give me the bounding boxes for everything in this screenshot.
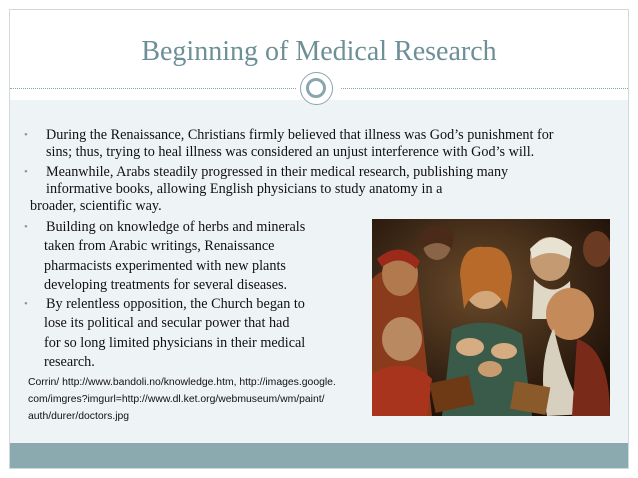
slide-title: Beginning of Medical Research [141,36,497,67]
durer-painting-image [372,219,610,416]
bullet-4-line-1: By relentless opposition, the Church began to [46,296,305,313]
bullet-1-line-1: During the Renaissance, Christians firmly believed that illness was God’s punishment for [46,127,554,143]
credit-line-2: com/imgres?imgurl=http://www.dl.ket.org/webmuseum/wm/paint/ [28,394,325,405]
bullet-4-line-4: research. [44,354,95,371]
footer-band [10,443,628,468]
bullet-1 [24,127,624,161]
bullet-dot-icon: • [24,129,28,141]
circle-ornament-inner [306,78,326,98]
bullet-3-line-2: taken from Arabic writings, Renaissance [44,238,275,255]
bullet-3-line-4: developing treatments for several diseases. [44,276,288,293]
bullet-1-line-2: sins; thus, trying to heal illness was considered an unjust interference with God’s will. [46,144,535,160]
title-divider-right [341,88,628,89]
bullet-4-line-3: for so long limited physicians in their medical [44,334,306,351]
image-credit [28,374,368,425]
bullet-3-line-3: pharmacists experimented with new plants [44,257,286,274]
credit-line-1: Corrin/ http://www.bandoli.no/knowledge.htm, http://images.google. [28,377,336,388]
bullet-dot-icon: • [24,298,28,311]
bullet-4-line-2: lose its political and secular power that had [44,315,290,332]
credit-line-3: auth/durer/doctors.jpg [28,411,130,422]
bullet-dot-icon: • [24,166,28,178]
bullet-3-line-1: Building on knowledge of herbs and minerals [46,219,306,235]
bullet-2-line-1: Meanwhile, Arabs steadily progressed in their medical research, publishing many [46,164,509,180]
bullet-2-line-3: broader, scientific way. [30,198,162,214]
circle-ornament-icon [300,72,333,105]
title-divider-left [10,88,296,89]
bullet-dot-icon: • [24,221,28,233]
painting-illustration [372,219,610,416]
bullet-2 [24,164,624,215]
bullet-2-line-2: informative books, allowing English physicians to study anatomy in a [46,181,443,197]
